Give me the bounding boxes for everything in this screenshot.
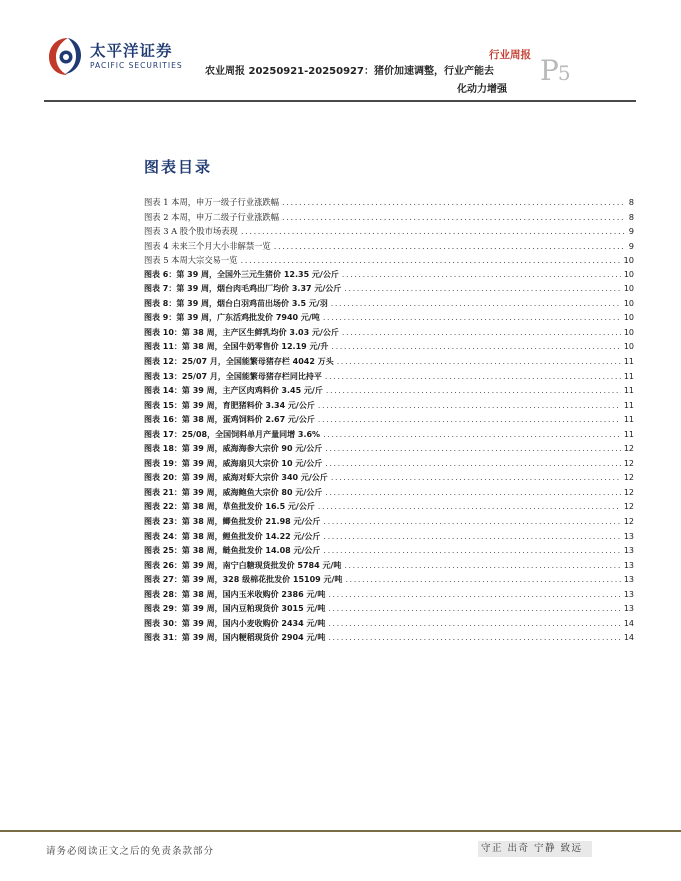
toc-leader-dots <box>323 517 620 526</box>
toc-entry[interactable] <box>144 371 634 386</box>
toc-leader-dots <box>331 473 621 482</box>
toc-entry-page: 10 <box>623 298 634 308</box>
toc-entry[interactable] <box>144 341 634 356</box>
toc-entry-page: 11 <box>623 415 634 425</box>
toc-entry[interactable] <box>144 240 634 255</box>
toc-entry[interactable] <box>144 385 634 400</box>
toc-entry-page: 10 <box>623 269 634 279</box>
toc-entry[interactable] <box>144 545 634 560</box>
toc-leader-dots <box>323 532 620 541</box>
toc-entry-label: 图表 28：第 38 周，国内玉米收购价 2386 元/吨 <box>144 589 326 599</box>
toc-entry-page: 11 <box>623 400 634 410</box>
page-prefix: P <box>540 54 558 87</box>
toc-leader-dots <box>328 619 620 628</box>
toc-entry[interactable] <box>144 603 634 618</box>
footer-motto: 守正 出奇 宁静 致远 <box>478 841 592 857</box>
toc-entry-label: 图表 8：第 39 周，烟台白羽鸡苗出场价 3.5 元/羽 <box>144 298 328 308</box>
toc-entry-label: 图表 24：第 38 周，鲤鱼批发价 14.22 元/公斤 <box>144 531 321 541</box>
toc-entry[interactable] <box>144 574 634 589</box>
toc-entry-page: 12 <box>623 502 634 512</box>
toc-entry-label: 图表 9：第 39 周，广东活鸡批发价 7940 元/吨 <box>144 313 320 323</box>
toc-entry-page: 8 <box>628 197 634 207</box>
toc-entry[interactable] <box>144 269 634 284</box>
toc-entry-page: 14 <box>623 618 634 628</box>
toc-leader-dots <box>241 226 626 236</box>
toc-entry[interactable] <box>144 589 634 604</box>
toc-entry-page: 13 <box>623 575 634 585</box>
toc-leader-dots <box>337 357 621 366</box>
toc-leader-dots <box>328 590 620 599</box>
toc-leader-dots <box>282 212 626 222</box>
report-title <box>205 63 525 99</box>
toc-leader-dots <box>342 328 621 337</box>
toc-entry-page: 13 <box>623 546 634 556</box>
toc-entry-page: 13 <box>623 604 634 614</box>
toc-entry-label: 图表 17：25/08，全国饲料单月产量同增 3.6% <box>144 429 321 439</box>
toc-entry[interactable] <box>144 400 634 415</box>
toc-entry-label: 图表 16：第 38 周，蛋鸡饲料价 2.67 元/公斤 <box>144 415 315 425</box>
footer-divider <box>0 830 681 832</box>
toc-entry[interactable] <box>144 632 634 647</box>
toc-entry-label: 图表 23：第 38 周，鲫鱼批发价 21.98 元/公斤 <box>144 517 321 527</box>
toc-leader-dots <box>274 241 626 251</box>
report-type: 行业周报 <box>489 49 531 61</box>
toc-leader-dots <box>323 546 620 555</box>
toc-entry-page: 10 <box>623 342 634 352</box>
toc-entry-page: 12 <box>623 458 634 468</box>
toc-leader-dots <box>318 401 621 410</box>
toc-leader-dots <box>328 604 620 613</box>
toc-entry-page: 11 <box>623 371 634 381</box>
toc-entry-label: 图表 1 本周，申万一级子行业涨跌幅 <box>144 197 280 207</box>
toc-leader-dots <box>345 575 620 584</box>
toc-entry-page: 11 <box>623 357 634 367</box>
toc-entry[interactable] <box>144 211 634 226</box>
table-of-figures <box>144 196 634 647</box>
toc-entry[interactable] <box>144 312 634 327</box>
toc-leader-dots <box>325 444 621 453</box>
company-logo <box>46 34 186 78</box>
toc-entry-page: 12 <box>623 487 634 497</box>
toc-entry-label: 图表 12：25/07 月，全国能繁母猪存栏 4042 万头 <box>144 357 334 367</box>
toc-leader-dots <box>344 561 620 570</box>
toc-entry-label: 图表 13：25/07 月，全国能繁母猪存栏同比持平 <box>144 371 322 381</box>
toc-entry-label: 图表 4 未来三个月大小非解禁一览 <box>144 240 271 251</box>
toc-entry-page: 11 <box>623 386 634 396</box>
page-header <box>0 0 681 102</box>
toc-entry[interactable] <box>144 283 634 298</box>
toc-entry-page: 11 <box>623 429 634 439</box>
toc-entry[interactable] <box>144 516 634 531</box>
toc-entry-label: 图表 22：第 38 周，草鱼批发价 16.5 元/公斤 <box>144 502 315 512</box>
toc-entry-page: 13 <box>623 560 634 570</box>
toc-leader-dots <box>342 270 621 279</box>
toc-leader-dots <box>318 502 621 511</box>
toc-leader-dots <box>325 488 621 497</box>
toc-entry-label: 图表 26：第 39 周，南宁白糖现货批发价 5784 元/吨 <box>144 560 342 570</box>
toc-entry-label: 图表 30：第 39 周，国内小麦收购价 2434 元/吨 <box>144 618 326 628</box>
toc-leader-dots <box>318 415 621 424</box>
toc-entry[interactable] <box>144 298 634 313</box>
toc-entry-page: 9 <box>628 226 634 237</box>
toc-entry[interactable] <box>144 458 634 473</box>
toc-entry-label: 图表 6：第 39 周，全国外三元生猪价 12.35 元/公斤 <box>144 269 339 279</box>
toc-entry-page: 10 <box>623 255 634 266</box>
toc-entry[interactable] <box>144 531 634 546</box>
toc-entry[interactable] <box>144 472 634 487</box>
toc-entry-label: 图表 7：第 39 周，烟台肉毛鸡出厂均价 3.37 元/公斤 <box>144 284 342 294</box>
company-name-cn: 太平洋证券 <box>90 41 173 60</box>
toc-entry-page: 10 <box>623 284 634 294</box>
toc-entry-label: 图表 27：第 39 周，328 级棉花批发价 15109 元/吨 <box>144 575 343 585</box>
toc-leader-dots <box>323 313 621 322</box>
toc-leader-dots <box>326 386 621 395</box>
toc-entry-label: 图表 5 本周大宗交易一览 <box>144 255 238 266</box>
toc-entry-label: 图表 3 A 股个股市场表现 <box>144 226 238 237</box>
toc-entry-page: 12 <box>623 517 634 527</box>
toc-leader-dots <box>323 430 621 439</box>
toc-leader-dots <box>328 633 620 642</box>
toc-entry[interactable] <box>144 487 634 502</box>
report-title-line1: 农业周报 20250921-20250927：猪价加速调整，行业产能去 <box>205 66 494 77</box>
toc-entry[interactable] <box>144 414 634 429</box>
toc-entry-label: 图表 20：第 39 周，威海对虾大宗价 340 元/公斤 <box>144 473 328 483</box>
toc-entry-page: 14 <box>623 633 634 643</box>
toc-entry-label: 图表 29：第 39 周，国内豆粕现货价 3015 元/吨 <box>144 604 326 614</box>
toc-leader-dots <box>331 299 621 308</box>
toc-entry-page: 13 <box>623 589 634 599</box>
toc-entry-label: 图表 25：第 38 周，鲢鱼批发价 14.08 元/公斤 <box>144 546 321 556</box>
toc-entry-label: 图表 14：第 39 周，主产区肉鸡料价 3.45 元/斤 <box>144 386 323 396</box>
toc-entry-label: 图表 11：第 38 周，全国牛奶零售价 12.19 元/升 <box>144 342 329 352</box>
toc-leader-dots <box>344 284 621 293</box>
toc-entry[interactable] <box>144 560 634 575</box>
footer-disclaimer: 请务必阅读正文之后的免责条款部分 <box>46 846 215 857</box>
toc-heading: 图表目录 <box>144 158 213 176</box>
toc-leader-dots <box>325 372 621 381</box>
toc-entry-page: 10 <box>623 327 634 337</box>
toc-entry-label: 图表 31：第 39 周，国内粳稻现货价 2904 元/吨 <box>144 633 326 643</box>
toc-entry-page: 13 <box>623 531 634 541</box>
toc-entry-page: 10 <box>623 313 634 323</box>
toc-entry[interactable] <box>144 225 634 240</box>
toc-entry[interactable] <box>144 618 634 633</box>
toc-entry-label: 图表 10：第 38 周，主产区生鲜乳均价 3.03 元/公斤 <box>144 327 339 337</box>
toc-entry-page: 9 <box>628 240 634 251</box>
toc-entry[interactable] <box>144 254 634 269</box>
toc-entry-label: 图表 19：第 39 周，威海扇贝大宗价 10 元/公斤 <box>144 458 323 468</box>
toc-entry-page: 12 <box>623 473 634 483</box>
toc-entry-label: 图表 21：第 39 周，威海鲍鱼大宗价 80 元/公斤 <box>144 487 323 497</box>
toc-entry[interactable] <box>144 429 634 444</box>
toc-leader-dots <box>282 197 626 207</box>
toc-entry-label: 图表 15：第 39 周，育肥猪料价 3.34 元/公斤 <box>144 400 315 410</box>
header-divider <box>44 100 636 102</box>
toc-entry-label: 图表 2 本周，申万二级子行业涨跌幅 <box>144 211 280 222</box>
toc-entry[interactable] <box>144 356 634 371</box>
toc-leader-dots <box>331 342 620 351</box>
report-title-line2: 化动力增强 <box>457 84 507 95</box>
toc-entry[interactable] <box>144 327 634 342</box>
toc-entry-label: 图表 18：第 39 周，威海海参大宗价 90 元/公斤 <box>144 444 323 454</box>
toc-entry[interactable] <box>144 501 634 516</box>
toc-entry[interactable] <box>144 443 634 458</box>
page-number <box>540 54 570 87</box>
company-name-en: PACIFIC SECURITIES <box>90 60 183 70</box>
pacific-securities-logo-icon <box>46 35 84 77</box>
page-number-value: 5 <box>557 61 570 85</box>
toc-entry-page: 12 <box>623 444 634 454</box>
toc-entry-page: 8 <box>628 211 634 222</box>
toc-leader-dots <box>325 459 621 468</box>
toc-entry[interactable] <box>144 196 634 211</box>
toc-leader-dots <box>241 255 621 265</box>
